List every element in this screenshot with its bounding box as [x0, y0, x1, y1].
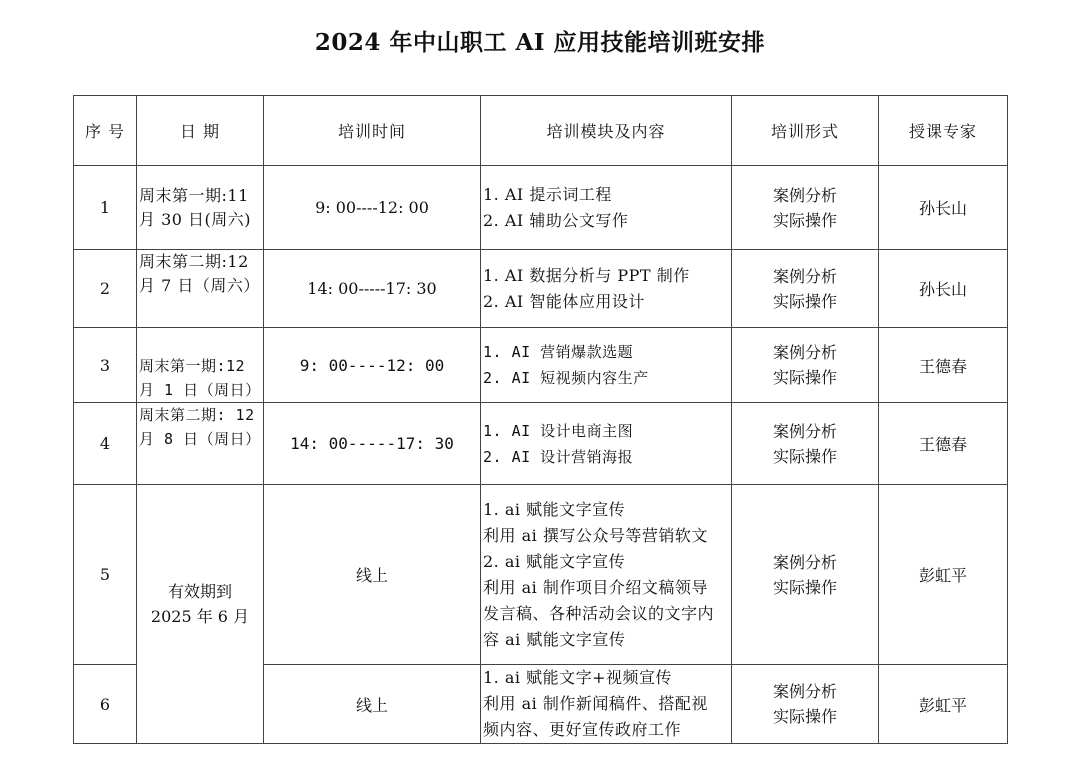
table-row: [74, 166, 1008, 250]
table-row: [74, 403, 1008, 485]
row-form: [732, 166, 879, 250]
row-content: [481, 250, 732, 328]
form-line: 实际操作: [772, 446, 837, 466]
row-date: [137, 250, 264, 328]
content-line: 1. AI 设计电商主图: [483, 421, 634, 440]
row-expert: 彭虹平: [879, 485, 1008, 665]
row-date: [137, 166, 264, 250]
training-schedule-table: [73, 95, 1008, 744]
header-time: 培训时间: [264, 96, 481, 166]
row-expert: 王德春: [879, 328, 1008, 403]
form-line: 实际操作: [772, 707, 837, 726]
form-line: 案例分析: [772, 421, 837, 441]
form-line: 案例分析: [772, 682, 837, 701]
table-header-row: [74, 96, 1008, 166]
form-line: 案例分析: [772, 185, 837, 205]
content-line: 1. AI 数据分析与 PPT 制作: [483, 265, 690, 285]
form-line: 实际操作: [772, 368, 837, 387]
table-row: [74, 485, 1008, 665]
row-time: 线上: [264, 485, 481, 665]
row-expert: 彭虹平: [879, 665, 1008, 744]
content-line: 2. ai 赋能文字宣传: [483, 551, 626, 571]
content-line: 利用 ai 撰写公众号等营销软文: [483, 525, 708, 545]
date-line: 周末第二期:12: [139, 252, 249, 271]
content-line: 2. AI 辅助公文写作: [483, 210, 629, 230]
date-line: 周末第二期: 12: [139, 406, 255, 424]
form-line: 实际操作: [772, 291, 837, 311]
date-line: 月 8 日（周日）: [139, 430, 261, 448]
row-content: [481, 403, 732, 485]
row-index: 5: [74, 485, 137, 665]
header-date: 日 期: [137, 96, 264, 166]
form-line: 案例分析: [772, 343, 837, 362]
form-line: 实际操作: [772, 210, 837, 230]
row-time: 14: 00-----17: 30: [264, 250, 481, 328]
content-line: 频内容、更好宣传政府工作: [483, 720, 682, 739]
row-time: 14: 00-----17: 30: [264, 403, 481, 485]
row-form: [732, 328, 879, 403]
form-line: 实际操作: [772, 577, 837, 597]
row-time: 9: 00----12: 00: [264, 166, 481, 250]
row-date-validity: [137, 485, 264, 744]
content-line: 利用 ai 制作新闻稿件、搭配视: [483, 694, 708, 713]
row-expert: 孙长山: [879, 250, 1008, 328]
row-date: [137, 328, 264, 403]
content-line: 利用 ai 制作项目介绍文稿领导: [483, 577, 708, 597]
date-line: 月 30 日(周六): [139, 209, 252, 229]
row-content: [481, 485, 732, 665]
row-index: 6: [74, 665, 137, 744]
date-line: 月 7 日（周六）: [139, 276, 260, 295]
content-line: 1. ai 赋能文字宣传: [483, 499, 626, 519]
table-row: [74, 328, 1008, 403]
row-form: [732, 250, 879, 328]
header-content: 培训模块及内容: [481, 96, 732, 166]
form-line: 案例分析: [772, 266, 837, 286]
content-line: 容 ai 赋能文字宣传: [483, 629, 626, 649]
date-line: 月 1 日（周日）: [139, 381, 261, 399]
row-form: [732, 403, 879, 485]
row-form: [732, 485, 879, 665]
row-index: 1: [74, 166, 137, 250]
content-line: 发言稿、各种活动会议的文字内: [483, 603, 715, 623]
content-line: 1. ai 赋能文字+视频宣传: [483, 668, 673, 687]
table-row: [74, 250, 1008, 328]
header-index: 序 号: [74, 96, 137, 166]
row-content: [481, 328, 732, 403]
row-date: [137, 403, 264, 485]
row-expert: 王德春: [879, 403, 1008, 485]
row-index: 4: [74, 403, 137, 485]
row-content: [481, 166, 732, 250]
row-index: 2: [74, 250, 137, 328]
content-line: 1. AI 提示词工程: [483, 184, 612, 204]
row-form: [732, 665, 879, 744]
row-content: [481, 665, 732, 744]
validity-line: 2025 年 6 月: [150, 607, 250, 626]
date-line: 周末第一期:12: [139, 357, 246, 375]
content-line: 1. AI 营销爆款选题: [483, 343, 634, 361]
content-line: 2. AI 短视频内容生产: [483, 369, 649, 387]
content-line: 2. AI 设计营销海报: [483, 447, 634, 466]
header-form: 培训形式: [732, 96, 879, 166]
document-title: 2024 年中山职工 AI 应用技能培训班安排: [314, 29, 766, 56]
form-line: 案例分析: [772, 552, 837, 572]
row-index: 3: [74, 328, 137, 403]
validity-line: 有效期到: [167, 582, 232, 601]
row-expert: 孙长山: [879, 166, 1008, 250]
row-time: 9: 00----12: 00: [264, 328, 481, 403]
row-time: 线上: [264, 665, 481, 744]
date-line: 周末第一期:11: [139, 185, 249, 205]
content-line: 2. AI 智能体应用设计: [483, 291, 645, 311]
header-expert: 授课专家: [879, 96, 1008, 166]
